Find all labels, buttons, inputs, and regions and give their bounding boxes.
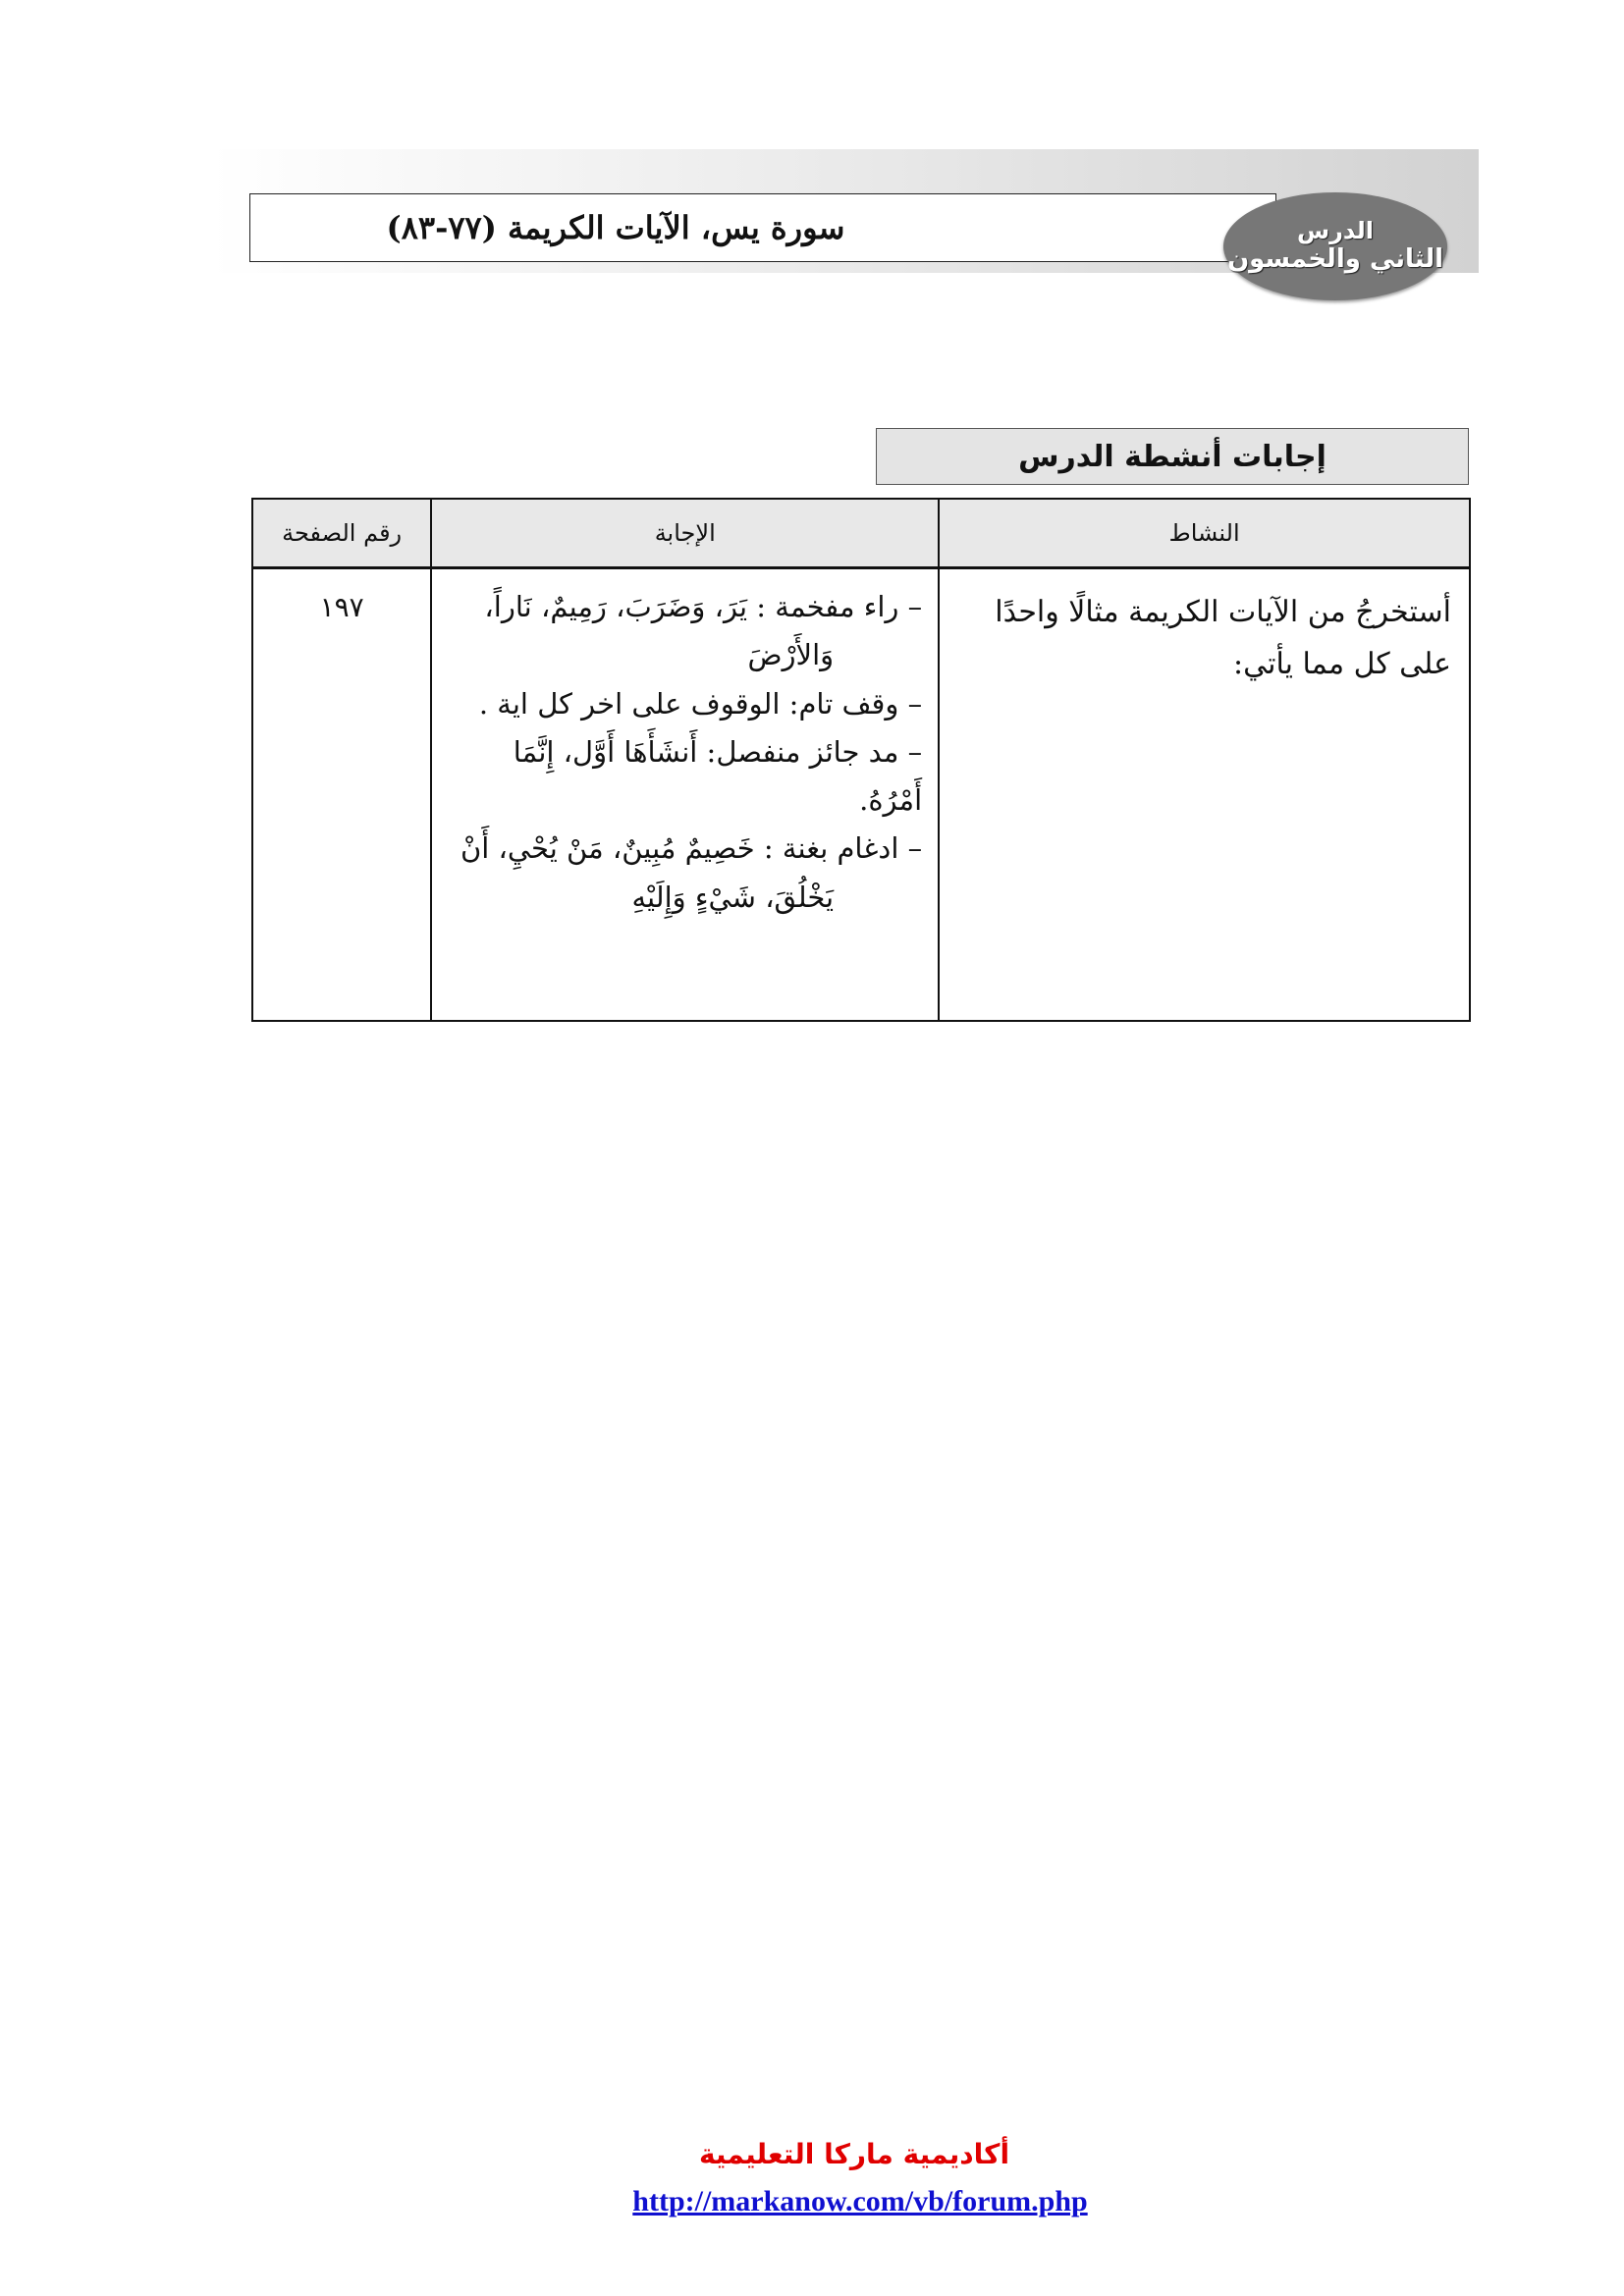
lesson-badge-label: الدرس (1296, 217, 1375, 245)
answer-line: يَخْلُقَ، شَيْءٍ وَإِلَيْهِ (631, 880, 835, 914)
answers-table (251, 498, 1471, 1022)
section-title: إجابات أنشطة الدرس (876, 428, 1469, 485)
answer-line: وَالأَرْضَ (747, 638, 835, 672)
table-header-row (252, 499, 1470, 568)
lesson-title: سورة يس، الآيات الكريمة (٧٧-٨٣) (386, 209, 845, 246)
answer-line: – ادغام بغنة : خَصِيمٌ مُبِينٌ، مَنْ يُحْيِ، أَنْ (460, 831, 923, 866)
column-header-activity: النشاط (939, 499, 1470, 568)
answer-cell (431, 568, 939, 1022)
column-header-answer: الإجابة (431, 499, 939, 568)
lesson-number-badge (1223, 192, 1447, 300)
page-number-cell: ١٩٧ (252, 568, 431, 1022)
column-header-page: رقم الصفحة (252, 499, 431, 568)
answer-line: – مد جائز منفصل: أَنشَأَهَا أَوَّل، إِنَّمَا أَمْرُهُ. (513, 734, 923, 818)
answer-line: – وقف تام: الوقوف على اخر كل اية . (478, 686, 923, 721)
footer-forum-link[interactable]: http://markanow.com/vb/forum.php (632, 2185, 1088, 2217)
activity-cell: أستخرجُ من الآيات الكريمة مثالًا واحدًا على كل مما يأتي: (939, 568, 1470, 1022)
footer-academy-name: أكاديمية ماركا التعليمية (698, 2138, 1010, 2170)
answer-line: – راء مفخمة : يَرَ، وَضَرَبَ، رَمِيمٌ، نَاراً، (484, 590, 923, 623)
lesson-title-box (249, 193, 1276, 262)
lesson-badge-number: الثاني والخمسون (1226, 243, 1444, 274)
table-row (252, 568, 1470, 1022)
